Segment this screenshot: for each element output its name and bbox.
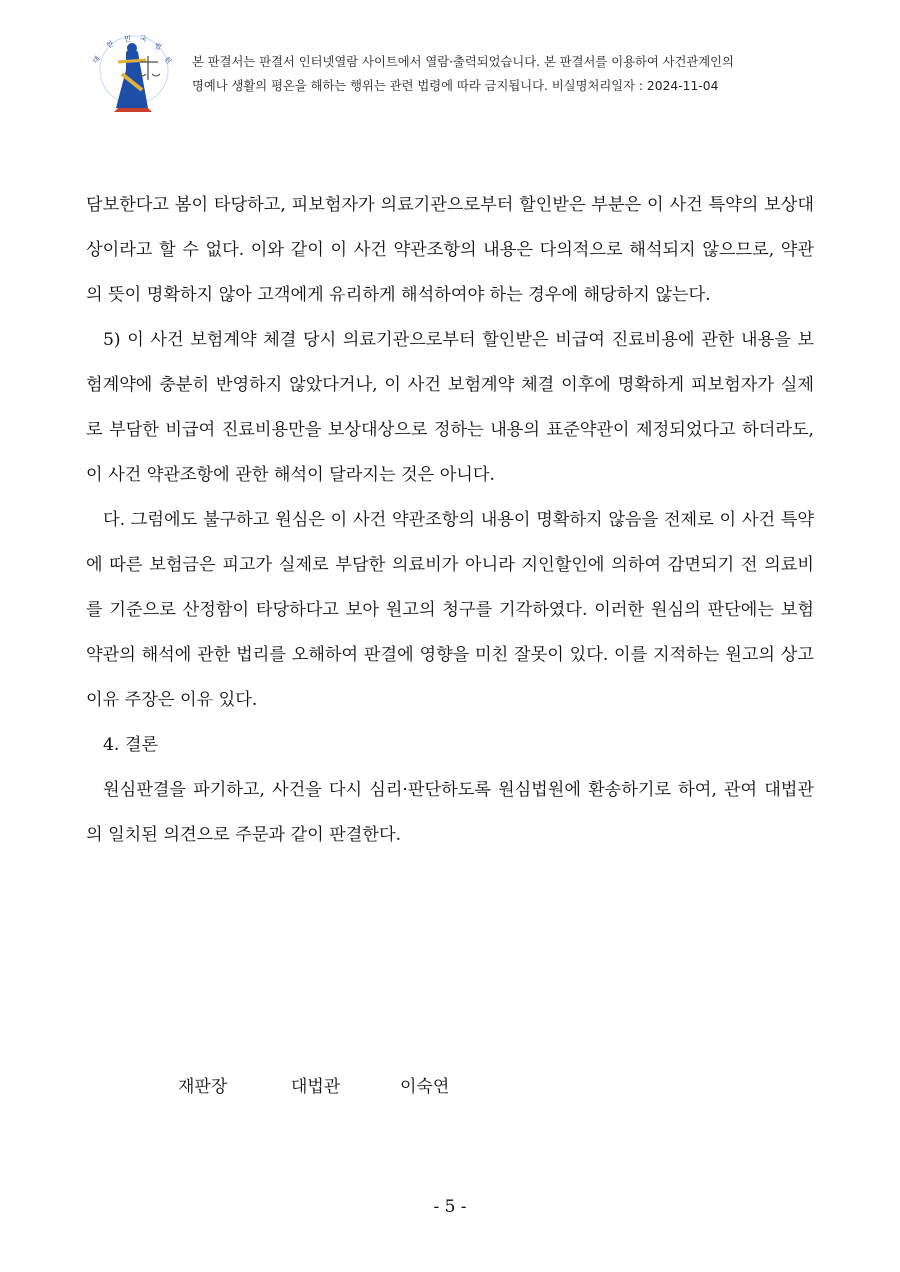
svg-text:한: 한 — [105, 39, 115, 50]
svg-text:법: 법 — [153, 41, 163, 52]
signature-role-justice: 대법관 — [291, 1077, 341, 1097]
signature-role-presiding: 재판장 — [178, 1077, 228, 1097]
paragraph-continued: 담보한다고 봄이 타당하고, 피보험자가 의료기관으로부터 할인받은 부분은 이 사건 특약의 보상대상이라고 할 수 없다. 이와 같이 이 사건 약관조항의 내용은 다의적으로 해석되지 않으므로, 약관의 뜻이 명확하지 않아 고객에게 유리하게 해석하여야 하는 경우에 해당하지 않는다. — [86, 195, 814, 305]
page-header — [82, 30, 822, 120]
svg-text:국: 국 — [140, 35, 147, 43]
notice-text — [192, 50, 822, 98]
page-number: - 5 - — [433, 1197, 467, 1217]
notice-line-1: 본 판결서는 판결서 인터넷열람 사이트에서 열람·출력되었습니다. 본 판결서를 이용하여 사건관계인의 — [192, 55, 734, 69]
notice-line-2: 명예나 생활의 평온을 해하는 행위는 관련 법령에 따라 금지됩니다. 비실명처리일자 : 2024-11-04 — [192, 79, 719, 93]
paragraph-da: 다. 그럼에도 불구하고 원심은 이 사건 약관조항의 내용이 명확하지 않음을 전제로 이 사건 특약에 따른 보험금은 피고가 실제로 부담한 의료비가 아니라 지인할인에 의하여 감면되기 전 의료비를 기준으로 산정함이 타당하다고 보아 원고의 청구를 기각하였다. 이러한 원심의 판단에는 보험약관의 해석에 관한 법리를 오해하여 판결에 영향을 미친 잘못이 있다. 이를 지적하는 원고의 상고이유 주장은 이유 있다. — [86, 510, 814, 710]
svg-text:원: 원 — [162, 55, 173, 66]
section-heading-conclusion: 4. 결론 — [103, 735, 159, 755]
paragraph-conclusion: 원심판결을 파기하고, 사건을 다시 심리·판단하도록 원심법원에 환송하기로 하여, 관여 대법관의 일치된 의견으로 주문과 같이 판결한다. — [86, 780, 814, 845]
paragraph-item-5: 5) 이 사건 보험계약 체결 당시 의료기관으로부터 할인받은 비급여 진료비용에 관한 내용을 보험계약에 충분히 반영하지 않았다거나, 이 사건 보험계약 체결 이후에 명확하게 피보험자가 실제로 부담한 비급여 진료비용만을 보상대상으로 정하는 내용의 표준약관이 제정되었다고 하더라도, 이 사건 약관조항에 관한 해석이 달라지는 것은 아니다. — [86, 330, 814, 485]
svg-text:민: 민 — [124, 35, 131, 43]
svg-text:대: 대 — [91, 54, 102, 66]
court-emblem-logo — [82, 30, 178, 114]
signature-name: 이숙연 — [400, 1077, 450, 1097]
judgment-body — [86, 183, 814, 858]
